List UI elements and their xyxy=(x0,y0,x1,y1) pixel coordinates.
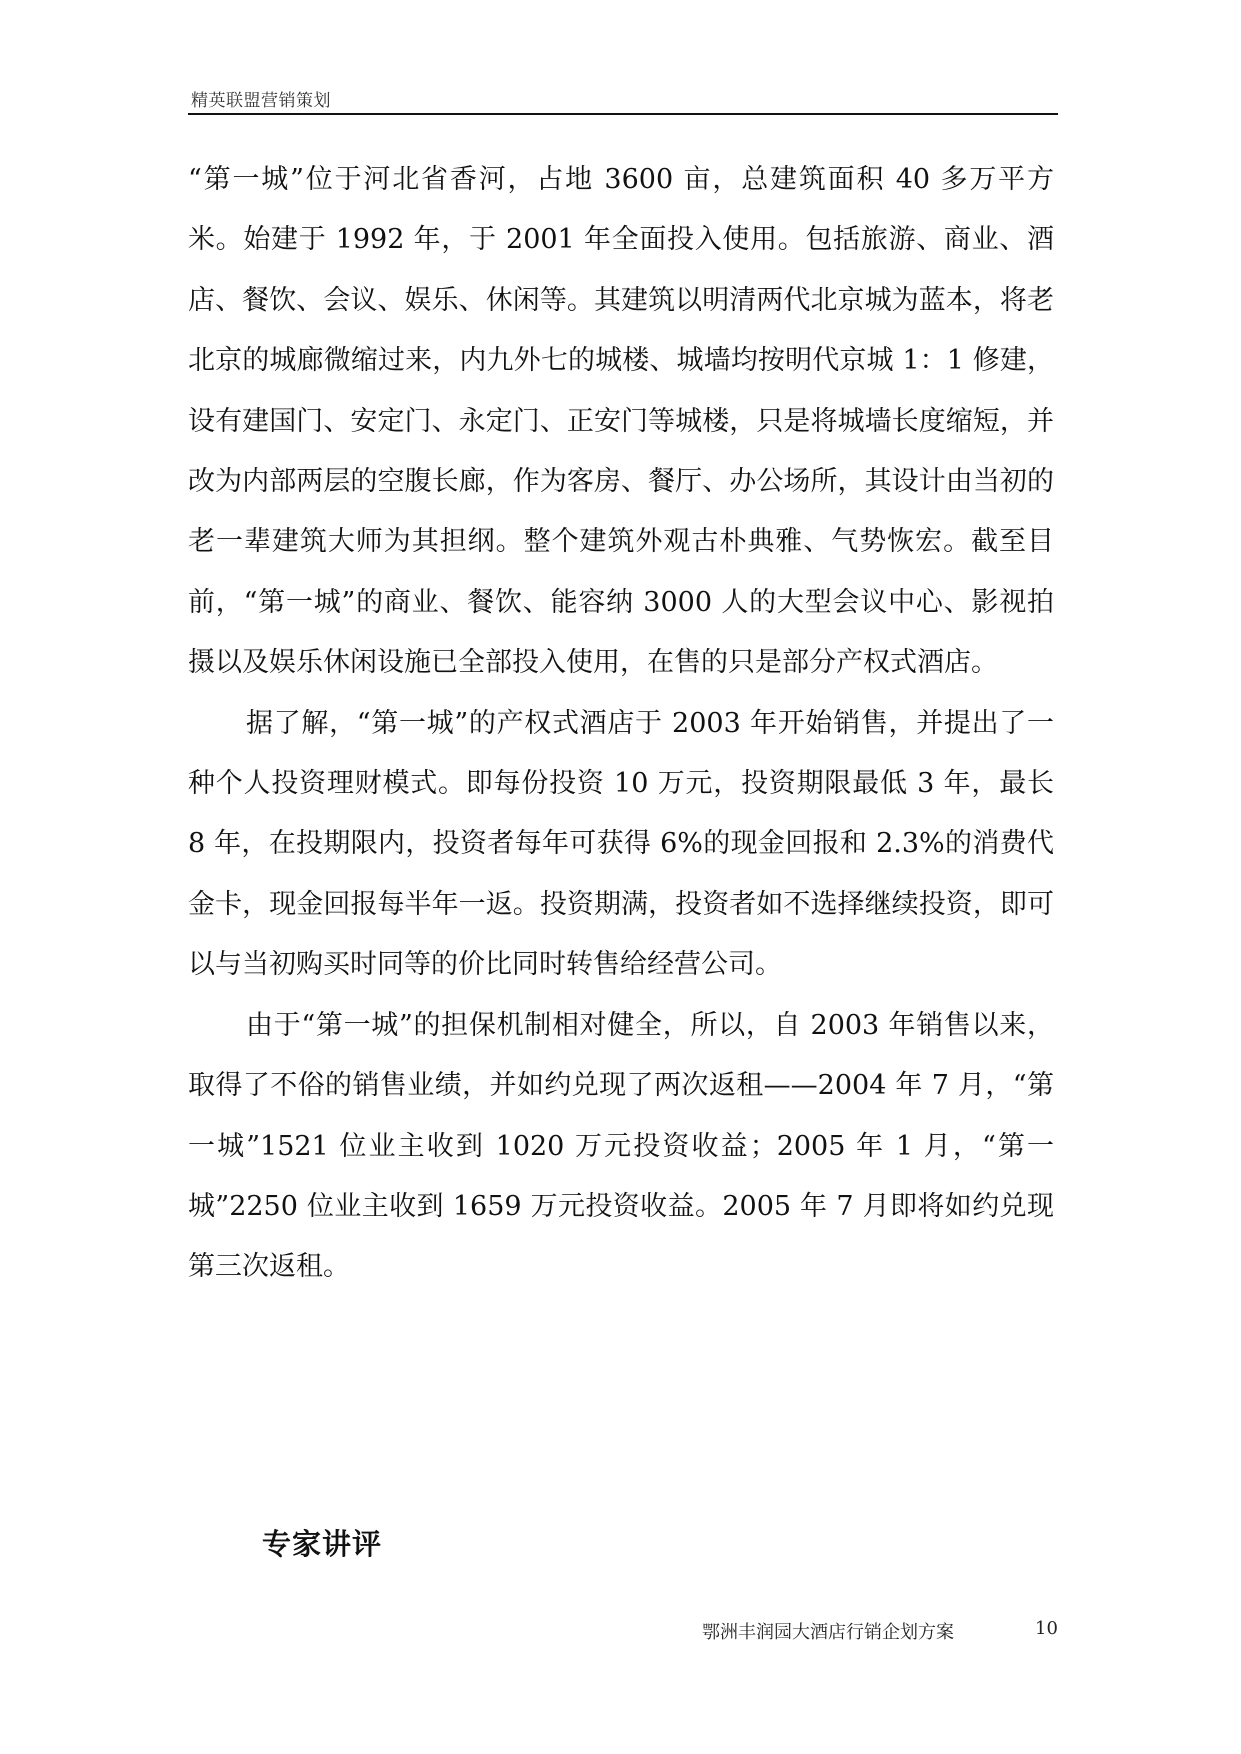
paragraph-investment-model: 据了解，“第一城”的产权式酒店于 2003 年开始销售，并提出了一种个人投资理财模式。即每份投资 10 万元，投资期限最低 3 年，最长 8 年，在投期限内，投资者每年可获得 6%的现金回报和 2.3%的消费代金卡，现金回报每半年一返。投资期满，投资者如不选择继续投资，即可以与当初购买时同等的价比同时转售给经营公司。 xyxy=(188,707,1054,981)
page-number: 10 xyxy=(1035,1618,1058,1639)
header-title: 精英联盟营销策划 xyxy=(191,91,331,111)
document-body xyxy=(188,150,1054,1298)
section-heading-expert-review: 专家讲评 xyxy=(262,1527,383,1561)
paragraph-intro: “第一城”位于河北省香河，占地 3600 亩，总建筑面积 40 多万平方米。始建于 1992 年，于 2001 年全面投入使用。包括旅游、商业、酒店、餐饮、会议、娱乐、休闲等。其建筑以明清两代北京城为蓝本，将老北京的城廊微缩过来，内九外七的城楼、城墙均按明代京城 1：1 修建，设有建国门、安定门、永定门、正安门等城楼，只是将城墙长度缩短，并改为内部两层的空腹长廊，作为客房、餐厅、办公场所，其设计由当初的老一辈建筑大师为其担纲。整个建筑外观古朴典雅、气势恢宏。截至目前，“第一城”的商业、餐饮、能容纳 3000 人的大型会议中心、影视拍摄以及娱乐休闲设施已全部投入使用，在售的只是部分产权式酒店。 xyxy=(188,164,1054,679)
footer-title: 鄂洲丰润园大酒店行销企划方案 xyxy=(702,1622,954,1643)
page-header xyxy=(188,86,1058,116)
paragraph-sales-results: 由于“第一城”的担保机制相对健全，所以，自 2003 年销售以来，取得了不俗的销售业绩，并如约兑现了两次返租——2004 年 7 月，“第一城”1521 位业主收到 1020 万元投资收益；2005 年 1 月，“第一城”2250 位业主收到 1659 万元投资收益。2005 年 7 月即将如约兑现第三次返租。 xyxy=(188,1009,1054,1283)
header-divider xyxy=(188,113,1058,115)
